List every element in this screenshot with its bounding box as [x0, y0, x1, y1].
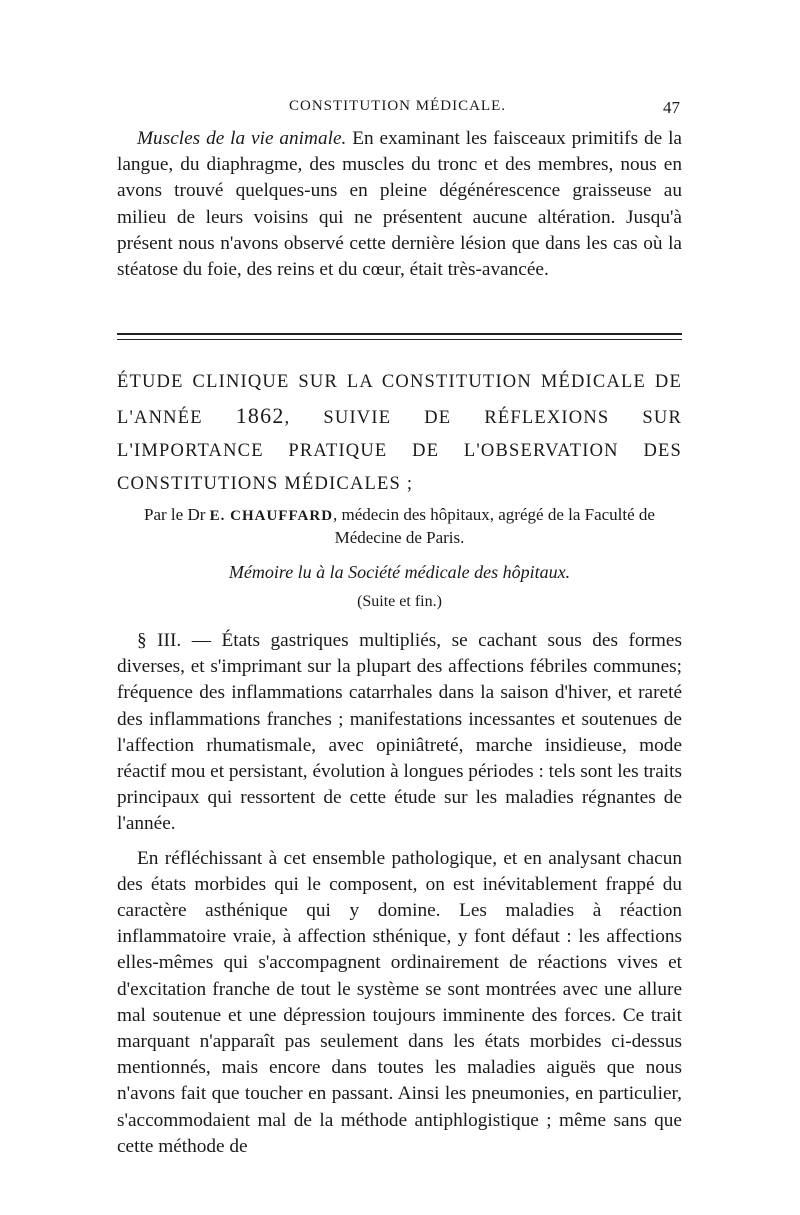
- body-paragraph-2: En réfléchissant à cet ensemble pathologique, et en analysant chacun des états morbides qui le composent, on est inévitablement frappé du caractère asthénique qui y domine. Les maladies à réaction inflammatoire vraie, à affection sthénique, y font défaut : les affections elles-mêmes qui s'accompagnent ordinairement de réactions vives et d'excitation franche de tout le système se sont montrées avec une allure mal soutenue et une dépression toujours imminente des forces. Ce trait marquant n'apparaît pas seulement dans les états morbides ci-dessus mentionnés, mais encore dans toutes les maladies aiguës que nous n'avons fait que toucher en passant. Ainsi les pneumonies, en particulier, s'accommodaient mal de la méthode antiphlogistique ; même sans que cette méthode de: [117, 847, 682, 1157]
- intro-italic-lead: Muscles de la vie animale.: [137, 128, 347, 149]
- section-divider: [117, 333, 682, 340]
- memoire-note: Mémoire lu à la Société médicale des hôpitaux.: [228, 562, 571, 582]
- section-title-part1: ÉTUDE CLINIQUE SUR LA CONSTITUTION MÉDICALE DE L'ANNÉE: [117, 372, 682, 428]
- intro-paragraph: [117, 126, 682, 283]
- section-title: [117, 366, 682, 501]
- page-number: 47: [663, 98, 680, 117]
- body-paragraph-1: § III. — États gastriques multipliés, se cachant sous des formes diverses, et s'imprimant sur la plupart des affections fébriles communes; fréquence des inflammations catarrhales dans la saison d'hiver, et rareté des inflammations franches ; manifestations incessantes et soutenues de l'affection rhumatismale, avec opiniâtreté, marche insidieuse, mode réactif mou et persistant, évolution à longues périodes : tels sont les traits principaux qui ressortent de cette étude sur les maladies régnantes de l'année.: [117, 630, 682, 835]
- author-line: [117, 504, 682, 549]
- author-name: E. CHAUFFARD: [209, 508, 334, 524]
- running-title: CONSTITUTION MÉDICALE.: [289, 98, 506, 114]
- section-title-year: 1862: [235, 403, 285, 428]
- author-suffix: , médecin des hôpitaux, agrégé de la Faculté de Médecine de Paris.: [333, 505, 655, 547]
- running-head: [115, 98, 680, 122]
- suite-note: (Suite et fin.): [357, 593, 442, 610]
- body-text: [117, 628, 682, 1160]
- section-title-part2: , SUIVIE DE RÉFLEXIONS SUR L'IMPORTANCE PRATIQUE DE L'OBSERVATION DES CONSTITUTIONS MÉDICALES ;: [117, 408, 682, 494]
- author-prefix: Par le Dr: [144, 505, 210, 524]
- intro-text: En examinant les faisceaux primitifs de la langue, du diaphragme, des muscles du tronc et des membres, nous en avons trouvé quelques-uns en pleine dégénérescence graisseuse au milieu de leurs voisins qui ne présentent aucune altération. Jusqu'à présent nous n'avons observé cette dernière lésion que dans les cas où la stéatose du foie, des reins et du cœur, était très-avancée.: [117, 128, 682, 281]
